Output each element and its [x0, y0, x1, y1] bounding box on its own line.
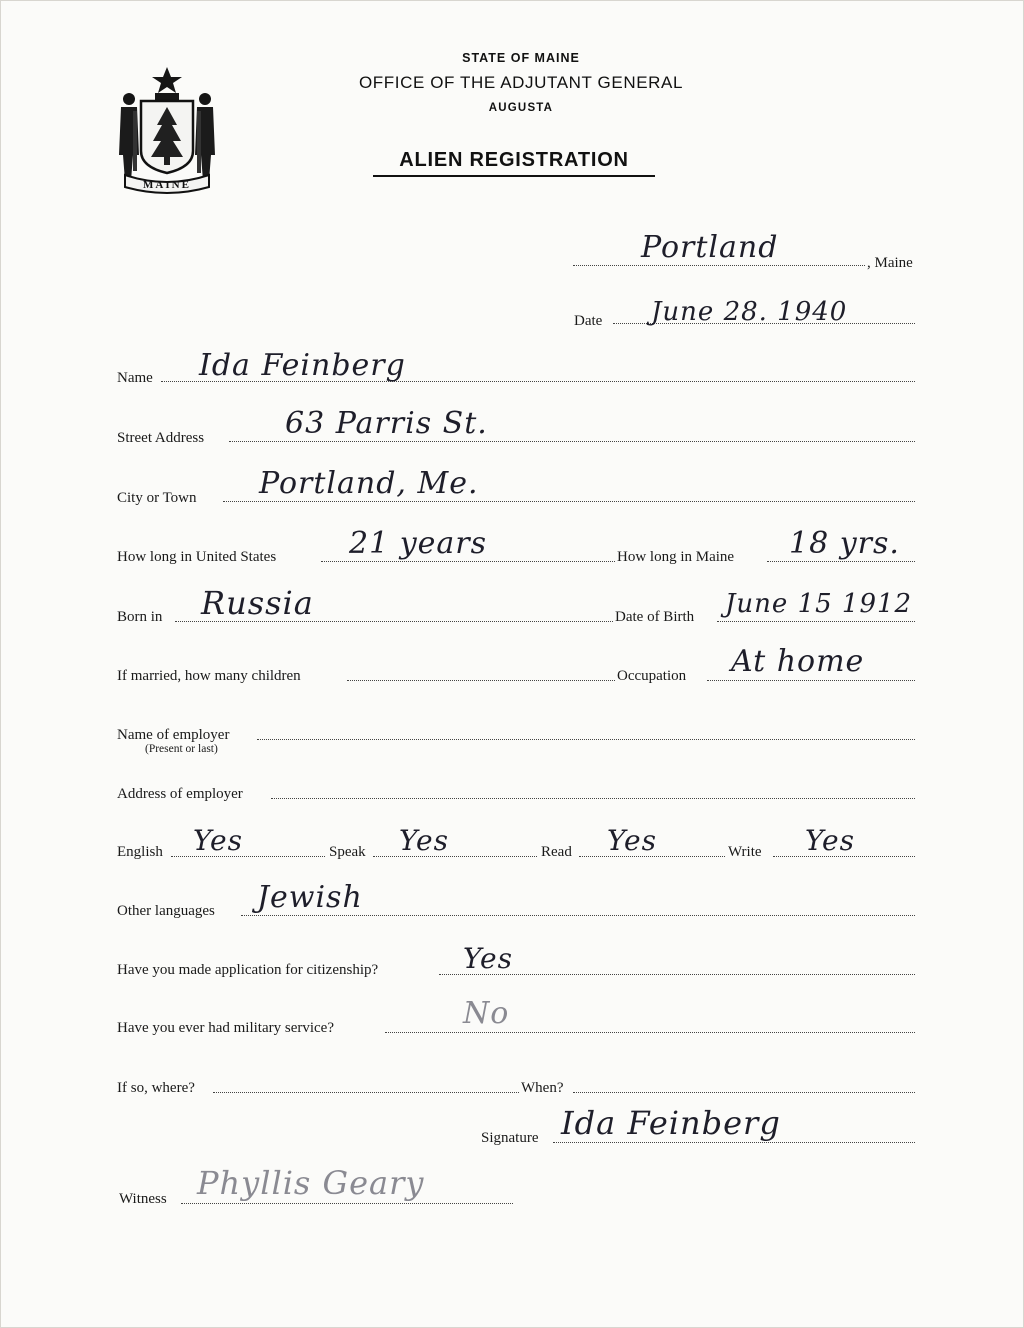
signature-line: [553, 1142, 915, 1143]
how-long-us-line: [321, 561, 615, 562]
header-city: AUGUSTA: [488, 102, 554, 114]
maine-state-seal-icon: [111, 63, 223, 195]
how-long-maine-line: [767, 561, 915, 562]
witness-value[interactable]: Phyllis Geary: [197, 1164, 425, 1202]
speak-label: Speak: [329, 844, 366, 860]
date-of-birth-line: [717, 621, 915, 622]
witness-label: Witness: [119, 1191, 167, 1207]
date-of-birth-value[interactable]: June 15 1912: [725, 589, 913, 619]
english-label: English: [117, 844, 163, 860]
signature-value[interactable]: Ida Feinberg: [561, 1104, 781, 1142]
born-in-label: Born in: [117, 609, 163, 625]
date-label: Date: [574, 313, 603, 329]
where-line: [213, 1092, 519, 1093]
children-line: [347, 680, 615, 681]
military-service-line: [385, 1032, 915, 1033]
employer-name-sublabel: (Present or last): [145, 743, 218, 755]
speak-line: [373, 856, 537, 857]
how-long-us-label: How long in United States: [117, 549, 277, 565]
citizenship-value[interactable]: Yes: [463, 942, 513, 975]
street-address-label: Street Address: [117, 430, 205, 446]
city-label: City or Town: [117, 490, 197, 506]
place-line: [573, 265, 865, 266]
date-value[interactable]: June 28. 1940: [651, 297, 848, 327]
street-address-line: [229, 441, 915, 442]
where-label: If so, where?: [117, 1080, 195, 1096]
speak-value[interactable]: Yes: [399, 824, 449, 857]
header-office: OFFICE OF THE ADJUTANT GENERAL: [358, 73, 684, 92]
other-languages-line: [241, 915, 915, 916]
occupation-label: Occupation: [617, 668, 687, 684]
occupation-line: [707, 680, 915, 681]
how-long-us-value[interactable]: 21 years: [349, 526, 488, 561]
place-value[interactable]: Portland: [641, 230, 779, 265]
other-languages-value[interactable]: Jewish: [257, 880, 363, 915]
city-line: [223, 501, 915, 502]
children-label: If married, how many children: [117, 668, 301, 684]
military-service-value[interactable]: No: [463, 996, 510, 1031]
read-value[interactable]: Yes: [607, 824, 657, 857]
city-value[interactable]: Portland, Me.: [259, 466, 479, 501]
other-languages-label: Other languages: [117, 903, 215, 919]
when-line: [573, 1092, 915, 1093]
when-label: When?: [521, 1080, 564, 1096]
witness-line: [181, 1203, 513, 1204]
write-label: Write: [728, 844, 762, 860]
signature-label: Signature: [481, 1130, 539, 1146]
english-value[interactable]: Yes: [193, 824, 243, 857]
date-of-birth-label: Date of Birth: [615, 609, 695, 625]
how-long-maine-label: How long in Maine: [617, 549, 735, 565]
write-value[interactable]: Yes: [805, 824, 855, 857]
employer-name-label: Name of employer: [117, 727, 230, 743]
name-value[interactable]: Ida Feinberg: [199, 348, 406, 383]
occupation-value[interactable]: At home: [731, 644, 865, 679]
seal-banner-text: MAINE: [143, 179, 191, 191]
place-suffix-label: , Maine: [867, 255, 913, 271]
military-service-label: Have you ever had military service?: [117, 1020, 334, 1036]
employer-name-line: [257, 739, 915, 740]
read-label: Read: [541, 844, 572, 860]
citizenship-label: Have you made application for citizenship?: [117, 962, 379, 978]
how-long-maine-value[interactable]: 18 yrs.: [789, 526, 900, 561]
born-in-value[interactable]: Russia: [201, 584, 314, 622]
street-address-value[interactable]: 63 Parris St.: [285, 406, 488, 441]
employer-address-label: Address of employer: [117, 786, 243, 802]
page-title: ALIEN REGISTRATION: [373, 149, 655, 177]
name-label: Name: [117, 370, 153, 386]
employer-address-line: [271, 798, 915, 799]
header-state: STATE OF MAINE: [462, 51, 580, 65]
